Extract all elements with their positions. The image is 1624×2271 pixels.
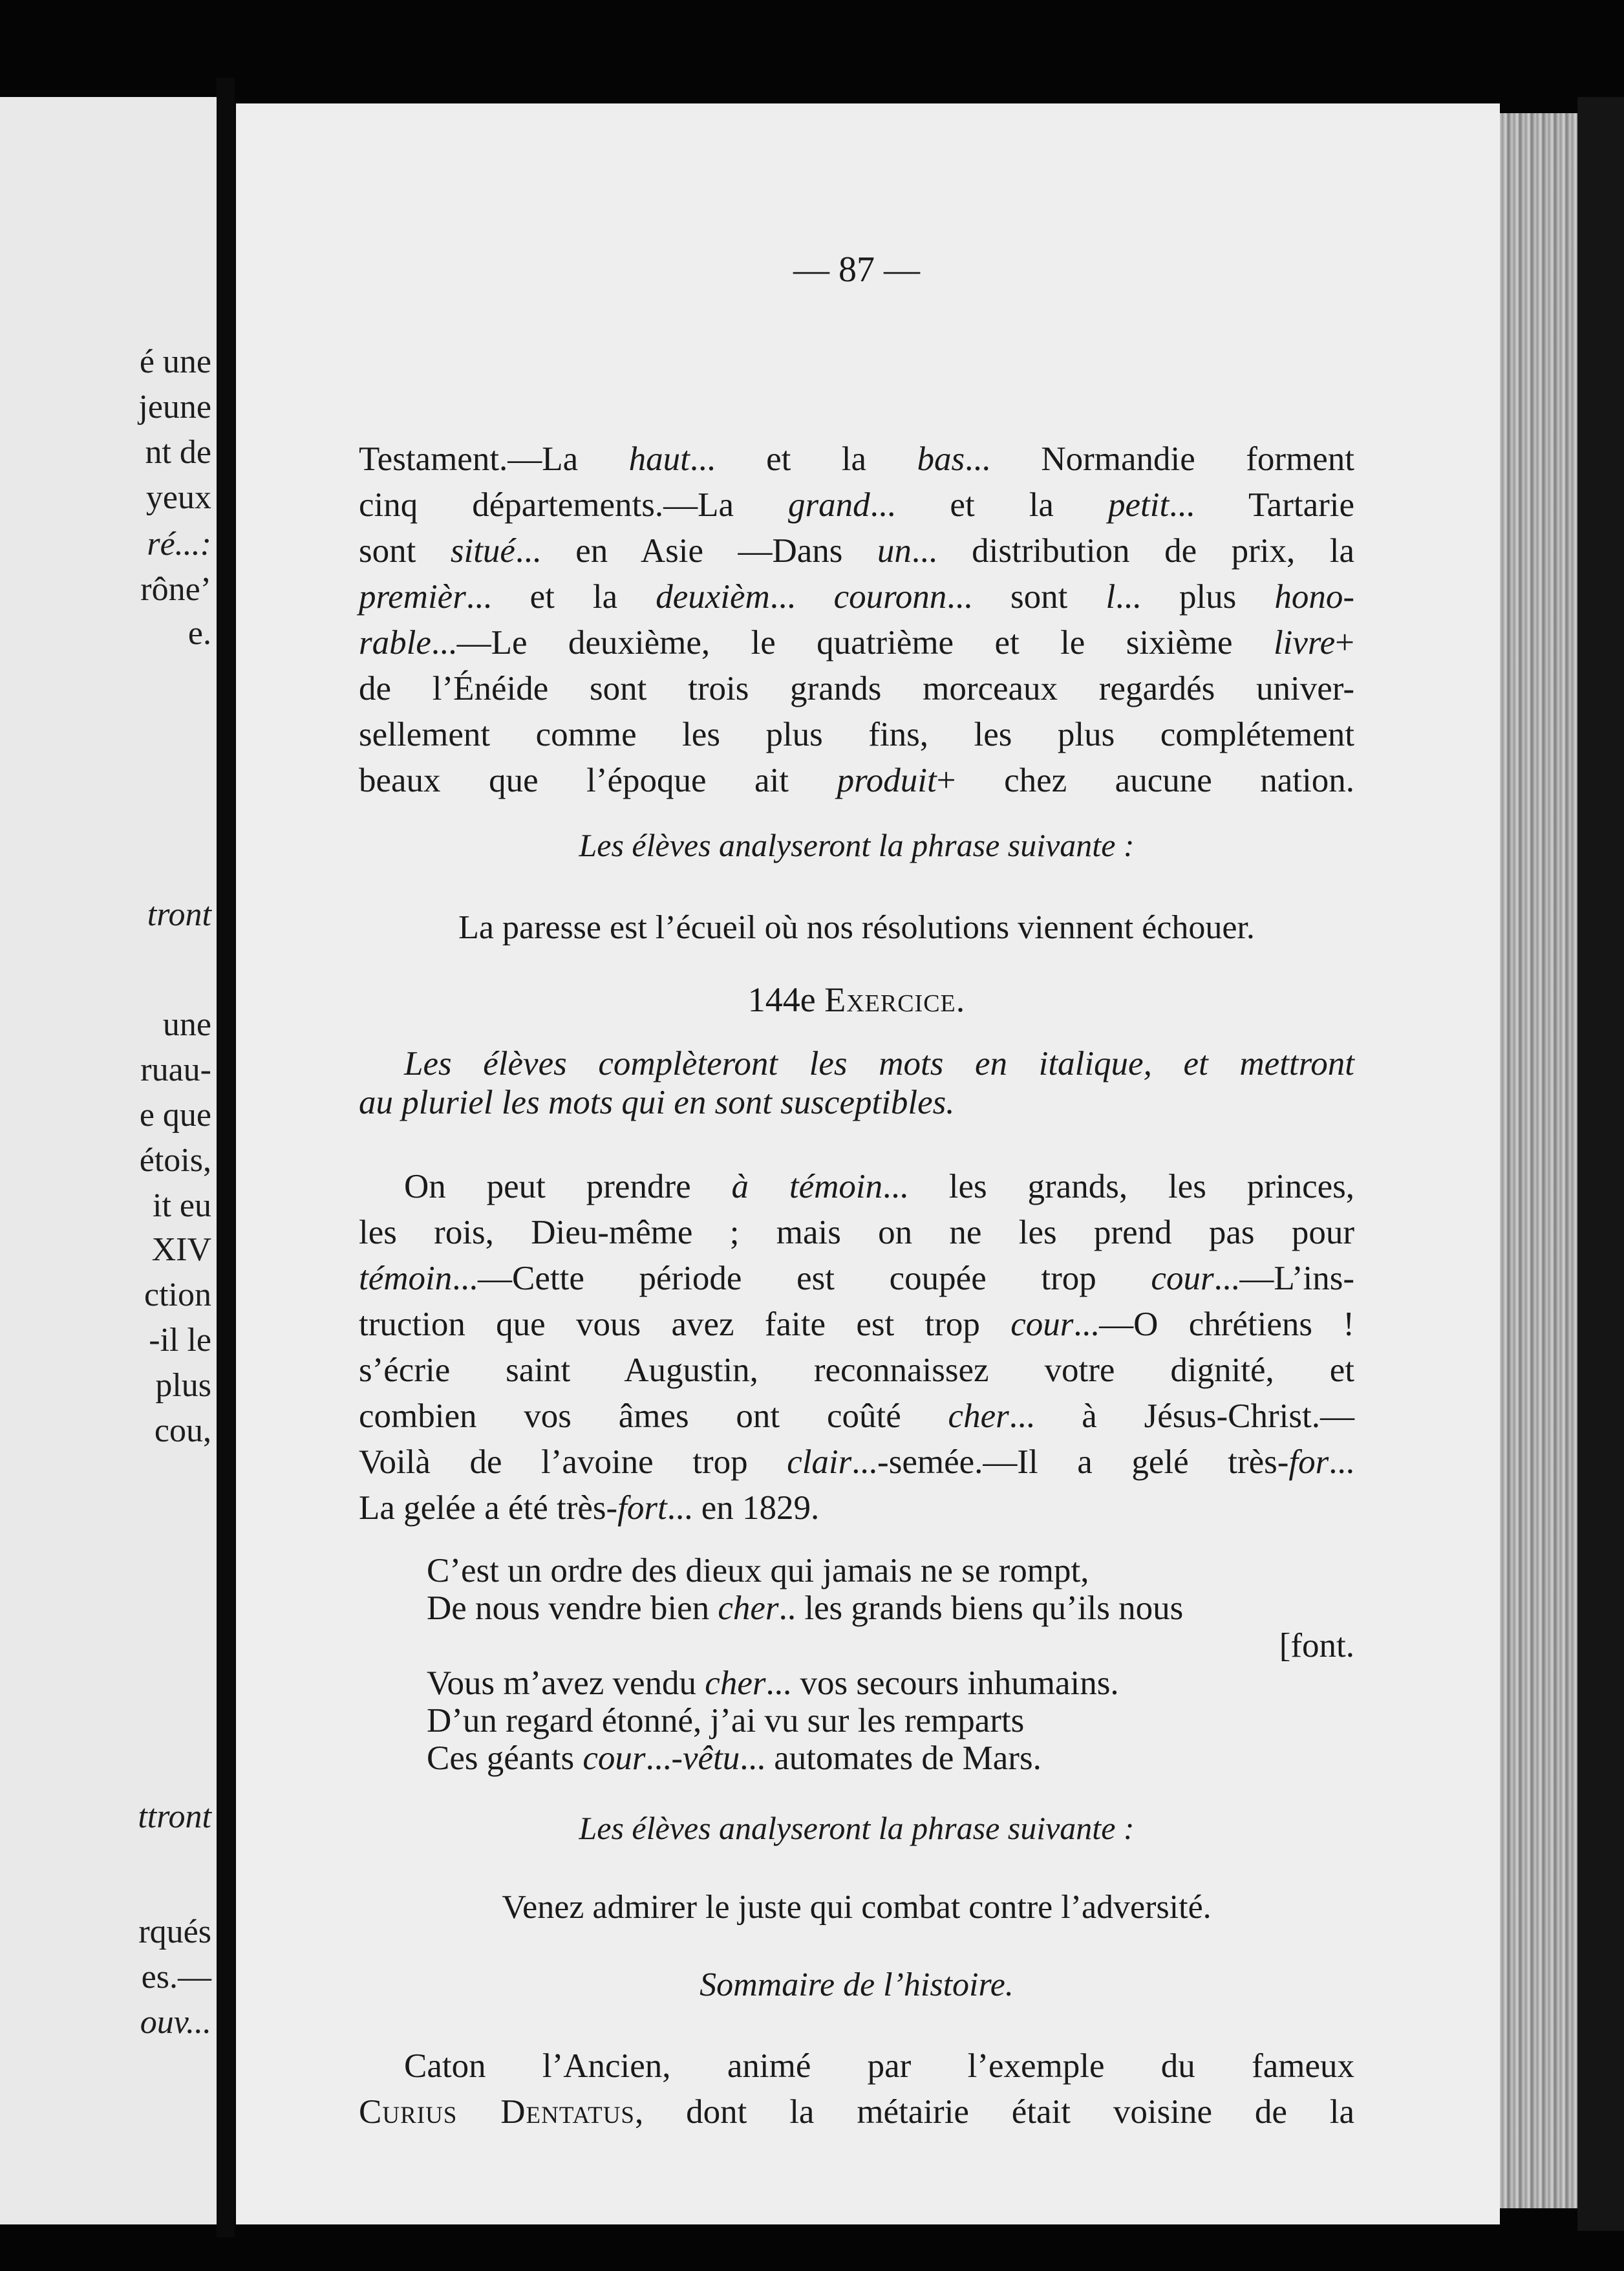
book-page [236, 103, 1500, 2224]
italic-word: petit [1107, 486, 1170, 524]
text-segment: Voilà de l’avoine trop [359, 1443, 787, 1481]
text-segment: ... en Asie —Dans [515, 532, 877, 570]
text-line [359, 666, 1354, 712]
previous-page-word: ttront [138, 1798, 211, 1835]
text-segment: ... distribution de prix, la [911, 532, 1354, 570]
instruction-line: Les élèves complèteront les mots en italique, et mettront [404, 1045, 1354, 1082]
text-segment: sellement comme les plus fins, les plus complétement [359, 716, 1354, 753]
text-line [359, 482, 1354, 528]
text-segment: La gelée a été très- [359, 1489, 618, 1527]
text-line [359, 1394, 1354, 1439]
previous-page-word: ction [144, 1276, 211, 1313]
text-segment: D’un regard étonné, j’ai vu sur les remparts [427, 1702, 1025, 1739]
text-line [359, 620, 1354, 666]
text-segment: De nous vendre bien [427, 1589, 718, 1627]
italic-word: à témoin [731, 1168, 883, 1205]
previous-page-word: yeux [145, 479, 211, 516]
text-segment: , dont la métairie était voisine de la [635, 2093, 1354, 2131]
previous-page-word: ré...: [147, 526, 211, 563]
page-stack-edge [1500, 113, 1577, 2208]
italic-word: cher [705, 1664, 766, 1702]
text-segment: ... plus [1115, 578, 1275, 616]
previous-page-word: ruau- [140, 1051, 211, 1088]
text-segment: beaux que l’époque ait [359, 762, 837, 799]
text-segment: ...—L’ins- [1213, 1260, 1354, 1297]
exercise-instruction [359, 1044, 1354, 1122]
italic-word: cour [1151, 1260, 1214, 1297]
text-segment: ...—Cette période est coupée trop [452, 1260, 1151, 1297]
text-line [359, 1302, 1354, 1348]
previous-page-word: it eu [153, 1187, 211, 1224]
paragraph-history-summary [359, 2043, 1354, 2135]
paragraph-agreement-exercise [359, 436, 1354, 804]
italic-word: cour [1010, 1306, 1074, 1343]
text-segment: Testament.—La [359, 440, 629, 478]
exercise-number: 144e [747, 980, 825, 1019]
page-number: — 87 — [793, 250, 920, 290]
section-title: Sommaire de l’histoire. [700, 1966, 1014, 2003]
text-line [359, 436, 1354, 482]
text-line [359, 1256, 1354, 1302]
previous-page-word: XIV [151, 1231, 211, 1268]
text-segment: ... et la [465, 578, 656, 616]
text-segment: ... Tartarie [1169, 486, 1354, 524]
text-segment: ...—O chrétiens ! [1073, 1306, 1354, 1343]
italic-word: bas [917, 440, 965, 478]
italic-word: témoin [359, 1260, 453, 1297]
previous-page-word: plus [155, 1367, 211, 1404]
text-line [359, 2043, 1354, 2089]
previous-page-word: étois, [139, 1142, 211, 1179]
italic-word: l [1106, 578, 1116, 616]
text-line [359, 1348, 1354, 1394]
text-segment: ...- [645, 1739, 683, 1777]
analysis-instruction: Les élèves analyseront la phrase suivante : [579, 827, 1135, 863]
text-line [359, 574, 1354, 620]
text-segment: On peut prendre [404, 1168, 732, 1205]
text-segment: ... Normandie forment [965, 440, 1354, 478]
text-segment: les rois, Dieu-même ; mais on ne les prend pas pour [359, 1214, 1354, 1251]
book-cover-edge [1577, 97, 1624, 2231]
italic-word: livre [1273, 624, 1336, 662]
text-line [359, 1210, 1354, 1256]
italic-word: situé [450, 532, 515, 570]
italic-word: clair [787, 1443, 852, 1481]
text-line [359, 1485, 1354, 1531]
previous-page-word: é une [139, 343, 211, 380]
previous-page-word: -il le [149, 1322, 211, 1359]
previous-page-word: nt de [145, 434, 211, 471]
text-line [359, 1439, 1354, 1485]
text-segment: ...-semée.—Il a gelé très- [851, 1443, 1289, 1481]
italic-word: couronn [833, 578, 947, 616]
text-segment: .. les grands biens qu’ils nous [778, 1589, 1184, 1627]
italic-word: cher [718, 1589, 779, 1627]
text-line [359, 2089, 1354, 2135]
small-caps-name: Curius Dentatus [359, 2093, 635, 2131]
italic-word: premièr [359, 578, 466, 616]
poem-excerpt [359, 1552, 1354, 1777]
previous-page-word: rqués [138, 1913, 211, 1950]
text-line [359, 1164, 1354, 1210]
exercise-word: Exercice. [824, 980, 966, 1019]
text-line [359, 528, 1354, 574]
italic-word: un [877, 532, 912, 570]
text-segment: ... et la [870, 486, 1108, 524]
italic-word: produit [837, 762, 937, 799]
text-segment: ... [769, 578, 834, 616]
book-gutter [217, 78, 235, 2237]
italic-word: grand [788, 486, 870, 524]
text-segment: [font. [1279, 1627, 1354, 1664]
text-segment: ... vos secours inhumains. [765, 1664, 1119, 1702]
italic-word: rable [359, 624, 431, 662]
text-segment: cinq départements.—La [359, 486, 788, 524]
paragraph-exercise-text [359, 1164, 1354, 1531]
text-segment: ...—Le deuxième, le quatrième et le sixième [431, 624, 1274, 662]
analysis-instruction: Les élèves analyseront la phrase suivante : [579, 1810, 1135, 1846]
italic-word: cour [582, 1739, 646, 1777]
italic-word: hono- [1274, 578, 1354, 616]
text-line [427, 1739, 1354, 1777]
previous-page-word: rône’ [140, 571, 211, 608]
text-line [427, 1664, 1354, 1702]
text-segment: ... sont [946, 578, 1106, 616]
previous-page-fragment [0, 97, 217, 2224]
italic-word: vêtu [682, 1739, 740, 1777]
text-segment: Caton l’Ancien, animé par l’exemple du fameux [404, 2047, 1354, 2085]
text-segment: sont [359, 532, 451, 570]
text-line [359, 758, 1354, 804]
previous-page-word: cou, [154, 1412, 211, 1449]
previous-page-word: jeune [138, 389, 211, 425]
text-segment: combien vos âmes ont coûté [359, 1397, 948, 1435]
text-segment: Ces géants [427, 1739, 583, 1777]
previous-page-word: tront [147, 896, 211, 933]
text-segment: + chez aucune nation. [936, 762, 1354, 799]
text-segment: ... [1329, 1443, 1354, 1481]
italic-word: fort [617, 1489, 667, 1527]
italic-word: haut [628, 440, 690, 478]
text-segment: ... à Jésus-Christ.— [1009, 1397, 1354, 1435]
text-line [427, 1627, 1354, 1664]
text-segment: ... en 1829. [667, 1489, 820, 1527]
instruction-line: au pluriel les mots qui en sont susceptibles. [359, 1084, 955, 1121]
text-segment: de l’Énéide sont trois grands morceaux regardés univer- [359, 670, 1354, 707]
italic-word: cher [948, 1397, 1009, 1435]
text-segment: Vous m’avez vendu [427, 1664, 705, 1702]
text-segment: + [1335, 624, 1354, 662]
text-segment: C’est un ordre des dieux qui jamais ne se rompt, [427, 1552, 1089, 1589]
previous-page-word: ouv... [140, 2004, 211, 2041]
text-segment: ... et la [689, 440, 917, 478]
previous-page-word: es.— [141, 1959, 211, 1996]
text-line [427, 1589, 1354, 1627]
previous-page-word: une [162, 1006, 211, 1043]
text-segment: ... automates de Mars. [740, 1739, 1042, 1777]
text-segment: ... les grands, les princes, [882, 1168, 1355, 1205]
exercise-heading [359, 980, 1354, 1020]
italic-word: deuxièm [656, 578, 770, 616]
analysis-sentence: La paresse est l’écueil où nos résolutions viennent échouer. [458, 909, 1255, 946]
previous-page-word: e que [139, 1097, 211, 1134]
analysis-sentence: Venez admirer le juste qui combat contre l’adversité. [502, 1889, 1212, 1926]
italic-word: for [1288, 1443, 1329, 1481]
text-line [427, 1702, 1354, 1739]
previous-page-word: e. [187, 615, 211, 652]
text-segment: truction que vous avez faite est trop [359, 1306, 1011, 1343]
text-segment: s’écrie saint Augustin, reconnaissez votre dignité, et [359, 1351, 1354, 1389]
text-line [359, 712, 1354, 758]
text-line [427, 1552, 1354, 1589]
